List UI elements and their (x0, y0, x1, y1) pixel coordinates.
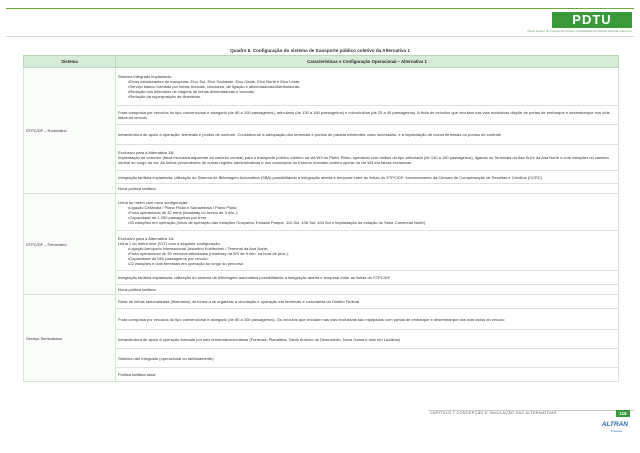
list-item: • Frota operacional de 32 trens (headway no tronco de 3 min.); (128, 210, 616, 215)
row-ferroviario-metro (116, 194, 619, 231)
cell-text: Sistema não integrado (operacional ou tarifariamente) (116, 349, 619, 368)
list-item: • Capacidade de 560 passageiros por veículo; (128, 256, 616, 261)
table-row (24, 68, 619, 106)
cell-title: Exclusivo para a Alternativa 1A: (118, 235, 175, 241)
cell-text: Linha 1 do metrô leve (VLT) com a seguinte configuração: (118, 240, 221, 246)
table-row (24, 295, 619, 309)
cell-text: Infraestrutura de apoio à operação: terminais e pontos de controle. Considera-se a adequação dos terminais e pontos de parada existentes, caso necessário, e a implantação de novos terminais ou pontos de controle (116, 125, 619, 145)
column-header-features: Características e Configuração Operacional – Alternativa 1 (116, 56, 619, 68)
table-row (24, 194, 619, 231)
cell-title: Exclusivo para a Alternativa 1B: (118, 150, 175, 155)
cell-title: Linha do metrô com nova configuração: (118, 199, 189, 205)
system-ferroviario: STPC/DF – Ferroviário (24, 194, 116, 295)
cell-text: Integração tarifária implantada, utilização do Sistema de Bilhetagem Automática (SBA) possibilitando a integração aberta e temporal entre as linhas do STPC/DF; funcionamento da Câmara de Compensação de Receitas e Créditos (CCRC) (116, 171, 619, 184)
header-line (6, 8, 634, 9)
cell-text: Frota composta por veículos do tipo convencional e alongado (de 80 a 100 passageiros), articulado (de 130 a 160 passageiros) e microônibus (de 25 a 40 passageiros). A frota de veículos que circulam nas vias exclusivas dispõe de portas de embarque e desembarque nos dois lados do veículo (116, 106, 619, 125)
chapter-title: CAPÍTULO 7 CONCEPÇÃO E SIMULAÇÃO DAS ALTERNATIVAS (430, 411, 557, 415)
list-item: • Redução da superposição de itinerários. (128, 94, 616, 99)
list-item: • Serviço básico formado por linhas troncais, circulares, de ligação e alimentadoras/distribuidoras; (128, 84, 616, 89)
row-rodoviario-1b (116, 145, 619, 171)
list-item: • Capacidade de 1.250 passageiros por trem; (128, 215, 616, 220)
bullet-list (128, 246, 616, 266)
list-item: • Ligação Aeroporto Internacional Juscelino Kubitschek / Terminal da Asa Norte; (128, 246, 616, 251)
altran-logo-subtitle: Projetos (610, 429, 622, 433)
logo-subtitle: Plano Diretor de Transporte Urbano e Mobilidade do Distrito Federal e Entorno (527, 29, 632, 33)
altran-logo: ALTRAN (601, 421, 628, 428)
cell-text: Nova política tarifária (116, 285, 619, 295)
system-semiurbano: Serviço Semiurbano (24, 295, 116, 382)
system-rodoviario: STPC/DF – Rodoviário (24, 68, 116, 194)
page-number: 118 (616, 410, 630, 417)
bullet-list (128, 205, 616, 225)
cell-text: Nova política tarifária (116, 184, 619, 194)
cell-text: Implantação de corredor (faixa exclusiva adjacente ao canteiro central) para o transporte público coletivo na via W3 do Plano Piloto, operando com ônibus do tipo articulado (de 130 a 160 passageiros), ligando os Terminais da Asa Sul e da Asa Norte e com estações no canteiro central ao longo da via. As linhas provenientes de outras regiões administrativas e dos municípios do Entorno imediato podem operar na via W3 em faixas exclusivas. (118, 155, 610, 165)
row-rodoviario-integrated (116, 68, 619, 106)
pdtu-logo: PDTU (552, 12, 632, 28)
row-ferroviario-1a (116, 231, 619, 271)
header-rule (6, 36, 634, 37)
list-item: • 22 estações e dois terminais em operação ao longo do percurso (128, 261, 616, 266)
alternative-1-table (23, 55, 619, 382)
table-header-row (24, 56, 619, 68)
cell-title: Sistema integrado implantado: (118, 74, 173, 79)
bullet-list (128, 79, 616, 99)
table-caption: Quadro 6. Configuração do sistema de transporte público coletivo da Alternativa 1 (230, 48, 410, 53)
list-item: • Redução nos intervalos de viagens de linhas alimentadoras e troncais; (128, 89, 616, 94)
cell-text: Frota composta por veículos do tipo convencional e alongado (de 80 a 100 passageiros). Os veículos que circulam nas vias exclusivas são equipados com portas de embarque e desembarque dos dois lados do veículo (116, 309, 619, 330)
cell-text: Integração tarifária implantada, utilização do sistema de bilhetagem automática possibilitando a integração aberta e temporal entre as linhas do STPC/DF (116, 271, 619, 285)
cell-text: Infraestrutura de apoio à operação formada por seis terminais/rodoviárias (Formosa, Planaltina, Santo Antônio do Descoberto, Nova Gama e dois em Luziânia) (116, 330, 619, 349)
cell-text: Rede de linhas racionalizada (itinerários) de forma a se organizar a circulação e operação em terminais e rodoviárias do Distrito Federal (116, 295, 619, 309)
list-item: • Frota operacional de 39 veículos articulados (headway na W3 de 5 min. na hora de pico.); (128, 251, 616, 256)
column-header-system: Sistema (24, 56, 116, 68)
list-item: • Eixos estruturantes de transporte: Eixo Sul, Eixo Sudoeste, Eixo Oeste, Eixo Norte e Eixo Leste; (128, 79, 616, 84)
list-item: • Ligação Ceilândia / Plano Piloto e Samambaia / Plano Piloto; (128, 205, 616, 210)
cell-text: Política tarifária atual (116, 368, 619, 382)
list-item: • 30 estações em operação (início de operação das estações Onoyama, Estrada Parque, 110 Sul, 106 Sul, 104 Sul e implantação da estação do Setor Comercial Norte) (128, 220, 616, 225)
